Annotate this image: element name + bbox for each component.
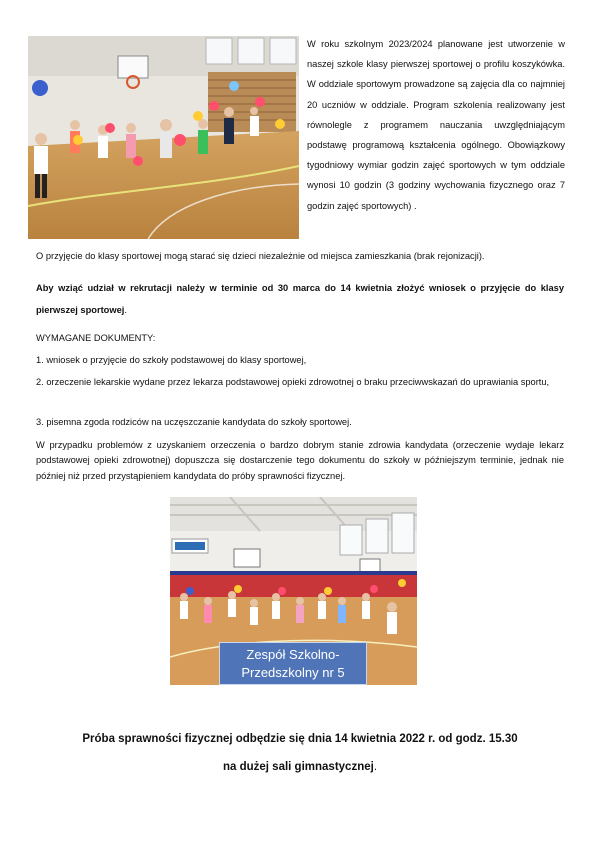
fitness-test-location [0,761,600,773]
intro-paragraph: W roku szkolnym 2023/2024 planowane jest utworzenie w naszej szkole klasy pierwszej sportowej o profilu koszykówka. W oddziale sportowym prowadzone są zajęcia dla co najmniej 20 uczniów w oddziale. Program szkolenia realizowany jest równolegle z programem nauczania uwzględniającym podstawę programową kształcenia ogólnego. Obowiązkowy tygodniowy wymiar godzin zajęć sportowych w tym oddziale wynosi 10 godzin (3 godziny wychowania fizycznego oraz 7 godzin zajęć sportowych) . [307,39,565,211]
recruitment-deadline-paragraph [36,277,564,321]
document-item-2: 2. orzeczenie lekarskie wydane przez lekarza podstawowej opieki zdrowotnej o braku przeciwwskazań do uprawiania sportu, [36,377,550,387]
fitness-test-location-end: . [373,761,378,773]
school-name-line-1: Zespół Szkolno- [246,647,340,662]
document-item-1: 1. wniosek o przyjęcie do szkoły podstawowej do klasy sportowej, [36,355,307,365]
document-item-3: 3. pisemna zgoda rodziców na uczęszczanie kandydata do szkoły sportowej. [36,417,352,427]
recruitment-deadline-end: . [124,305,127,315]
recruitment-deadline-text: Aby wziąć udział w rekrutacji należy w terminie od 30 marca do 14 kwietnia złożyć wniosek o przyjęcie do klasy pierwszej sportowej [36,283,564,315]
no-rejonization-paragraph: O przyjęcie do klasy sportowej mogą starać się dzieci niezależnie od miejsca zamieszkania (brak rejonizacji). [36,251,485,261]
gym-hall-group-photo [170,497,417,685]
gym-children-basketball-photo [28,36,299,239]
medical-certificate-paragraph: W przypadku problemów z uzyskaniem orzeczenia o bardzo dobrym stanie zdrowia kandydata (orzeczenie wydaje lekarz podstawowej opieki zdrowotnej) dopuszcza się dostarczenie tego dokumentu do szkoły w późniejszym terminie, jednak nie później niż przed przystąpieniem kandydata do próby sprawności fizycznej. [36,440,564,481]
fitness-test-location-text: na dużej sali gimnastycznej [222,761,374,773]
school-name-caption [219,642,367,685]
fitness-test-date: Próba sprawności fizycznej odbędzie się dnia 14 kwietnia 2022 r. od godz. 15.30 [82,733,518,745]
school-name-line-2: Przedszkolny nr 5 [241,665,345,680]
documents-title: WYMAGANE DOKUMENTY: [36,333,156,343]
